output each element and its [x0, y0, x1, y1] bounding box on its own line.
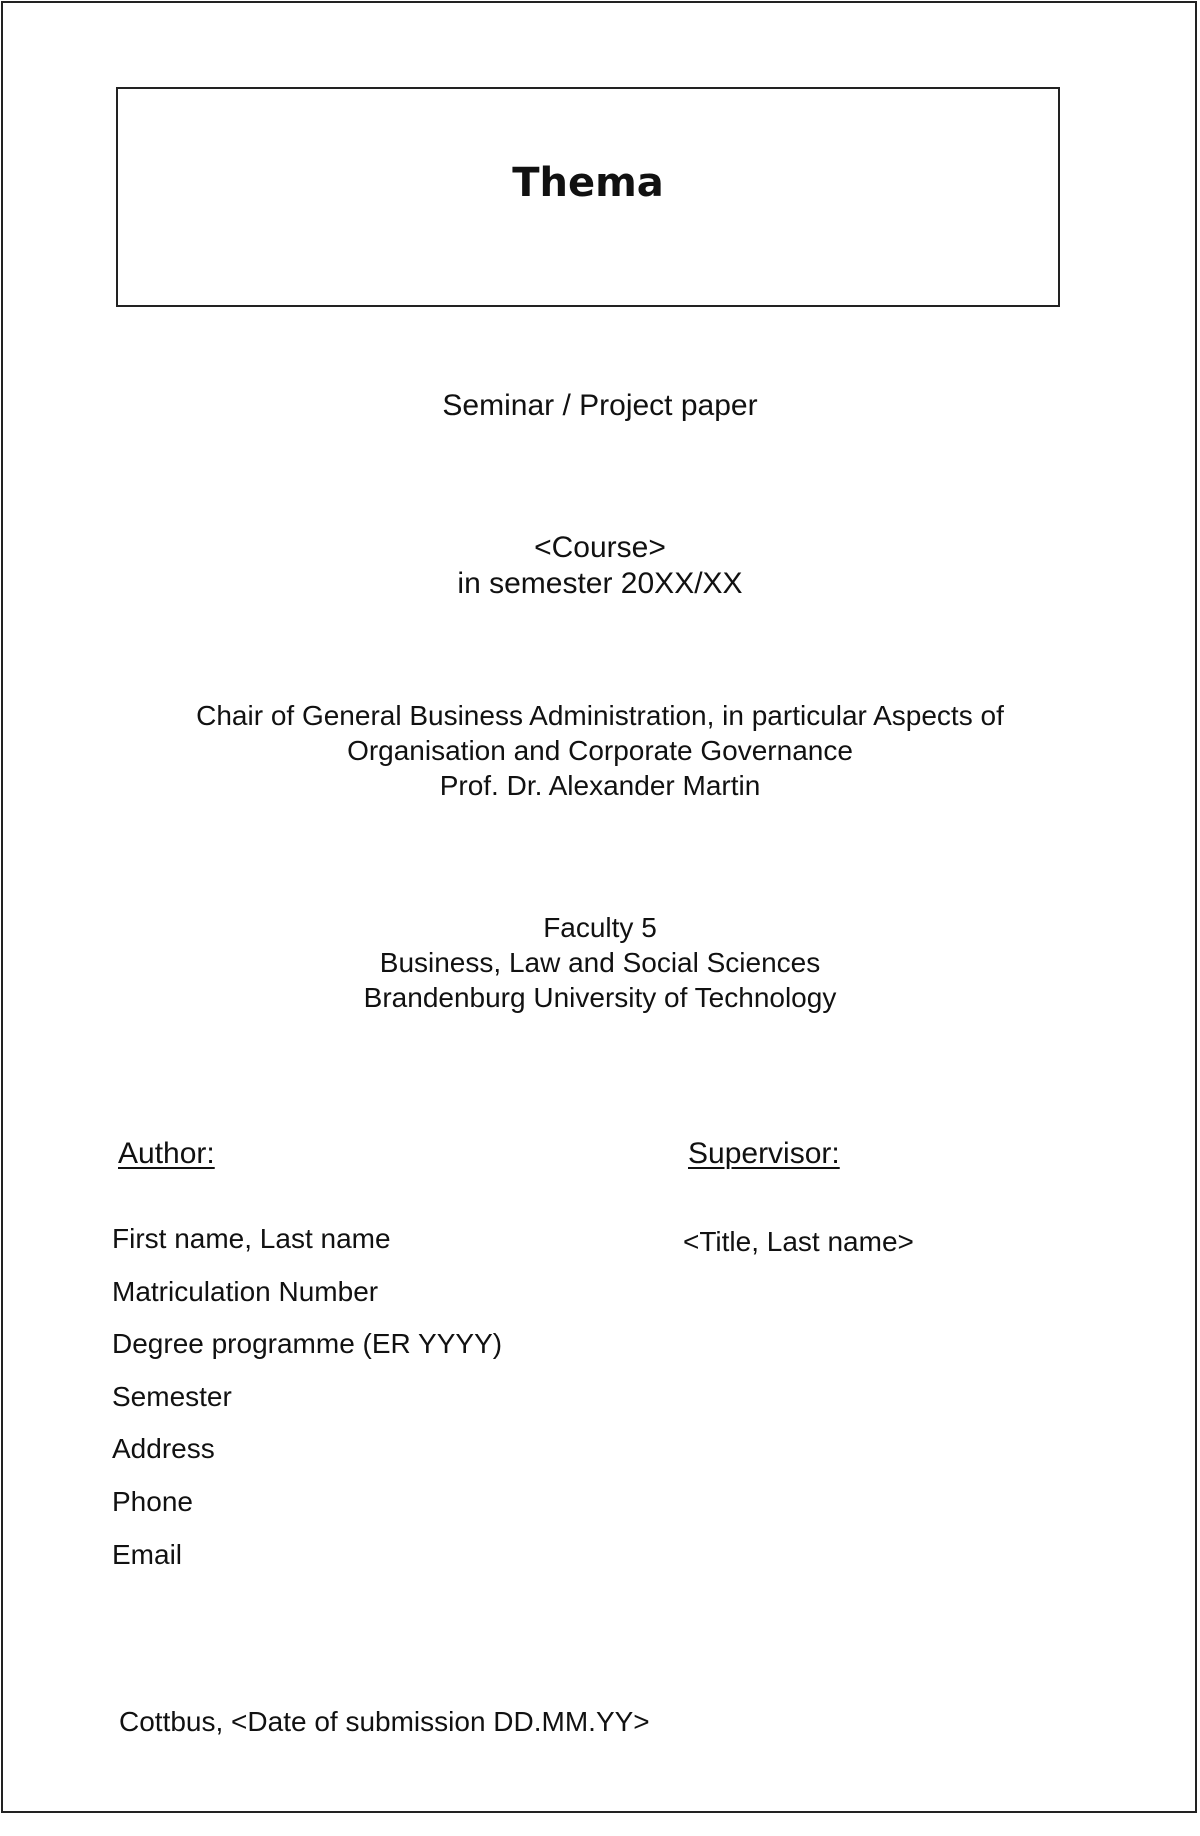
faculty-block — [0, 910, 1200, 1015]
chair-professor: Prof. Dr. Alexander Martin — [439, 770, 761, 801]
faculty-line-2: Business, Law and Social Sciences — [379, 947, 821, 978]
author-address: Address — [112, 1433, 215, 1465]
faculty-line-1: Faculty 5 — [543, 912, 657, 943]
chair-line-1: Chair of General Business Administration, in particular Aspects of — [196, 700, 1004, 731]
course-name: <Course> — [534, 531, 666, 564]
author-heading: Author: — [118, 1137, 215, 1170]
place-and-date: Cottbus, <Date of submission DD.MM.YY> — [119, 1706, 650, 1737]
author-phone: Phone — [112, 1485, 193, 1517]
faculty-line-3: Brandenburg University of Technology — [363, 982, 837, 1013]
course-semester: in semester 20XX/XX — [457, 567, 743, 600]
title-box — [116, 87, 1060, 307]
author-degree-programme: Degree programme (ER YYYY) — [112, 1328, 503, 1360]
chair-block — [0, 698, 1200, 803]
course-block — [0, 530, 1200, 602]
author-matriculation-number: Matriculation Number — [112, 1275, 379, 1307]
supervisor-name: <Title, Last name> — [683, 1226, 914, 1257]
author-semester: Semester — [112, 1380, 232, 1412]
chair-line-2: Organisation and Corporate Governance — [347, 735, 853, 766]
paper-type: Seminar / Project paper — [442, 389, 758, 422]
author-fields — [112, 1222, 502, 1590]
supervisor-heading: Supervisor: — [688, 1137, 840, 1170]
paper-type-block — [0, 388, 1200, 424]
document-title: Thema — [512, 160, 664, 206]
author-email: Email — [112, 1538, 183, 1570]
author-name: First name, Last name — [112, 1223, 391, 1254]
